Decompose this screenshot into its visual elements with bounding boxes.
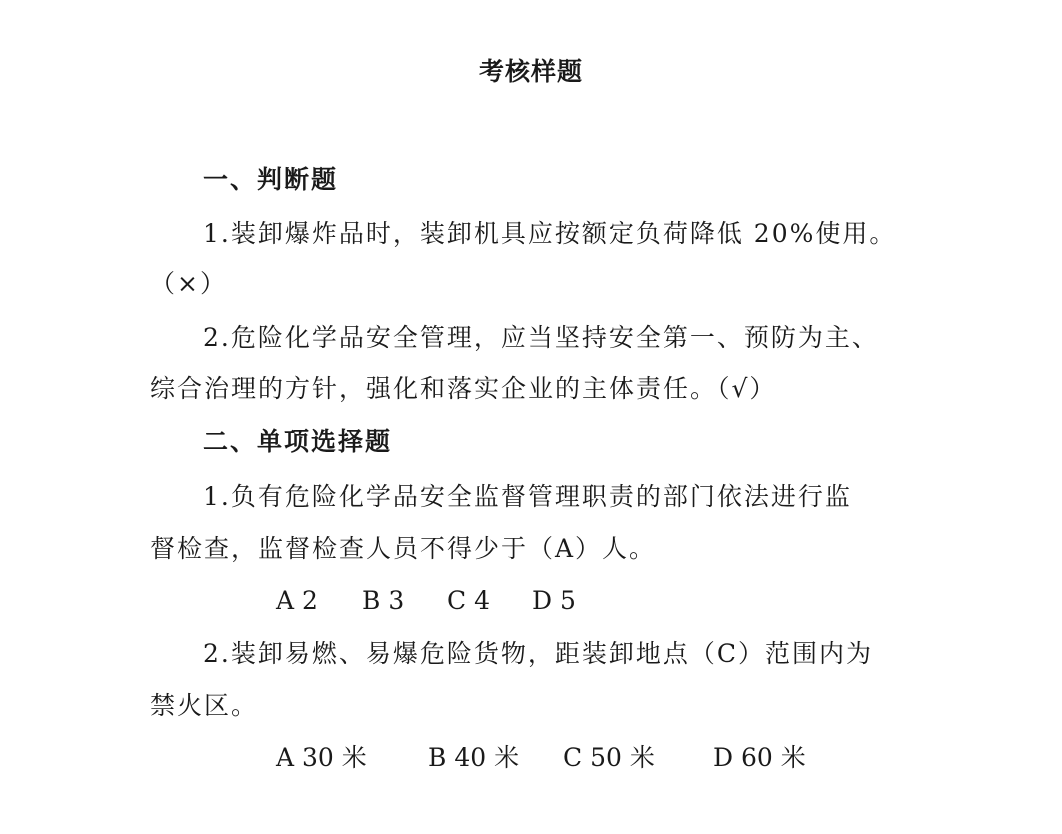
option-c: C 4 (447, 586, 490, 615)
question-2-line-1: 2.危险化学品安全管理，应当坚持安全第一、预防为主、 (203, 323, 879, 352)
option-a: A 2 (276, 586, 318, 615)
choice-question-2-line-2: 禁火区。 (150, 691, 259, 720)
choice-question-1-line-2: 督检查，监督检查人员不得少于（A）人。 (150, 534, 657, 563)
question-1-line-2: （×） (150, 269, 227, 298)
option-d: D 5 (532, 586, 576, 615)
section-heading-single-choice: 二、单项选择题 (203, 427, 393, 456)
choice-question-2-line-1: 2.装卸易燃、易爆危险货物，距装卸地点（C）范围内为 (203, 639, 873, 668)
question-2-line-2: 综合治理的方针，强化和落实企业的主体责任。（√） (150, 374, 777, 403)
option-d: D 60 米 (713, 743, 806, 772)
option-c: C 50 米 (563, 743, 655, 772)
option-b: B 40 米 (428, 743, 520, 772)
choice-question-1-line-1: 1.负有危险化学品安全监督管理职责的部门依法进行监 (203, 482, 852, 511)
option-a: A 30 米 (276, 743, 367, 772)
question-1-line-1: 1.装卸爆炸品时，装卸机具应按额定负荷降低 20%使用。 (203, 219, 897, 248)
page-title: 考核样题 (478, 57, 583, 86)
option-b: B 3 (362, 586, 405, 615)
section-heading-true-false: 一、判断题 (203, 165, 339, 194)
